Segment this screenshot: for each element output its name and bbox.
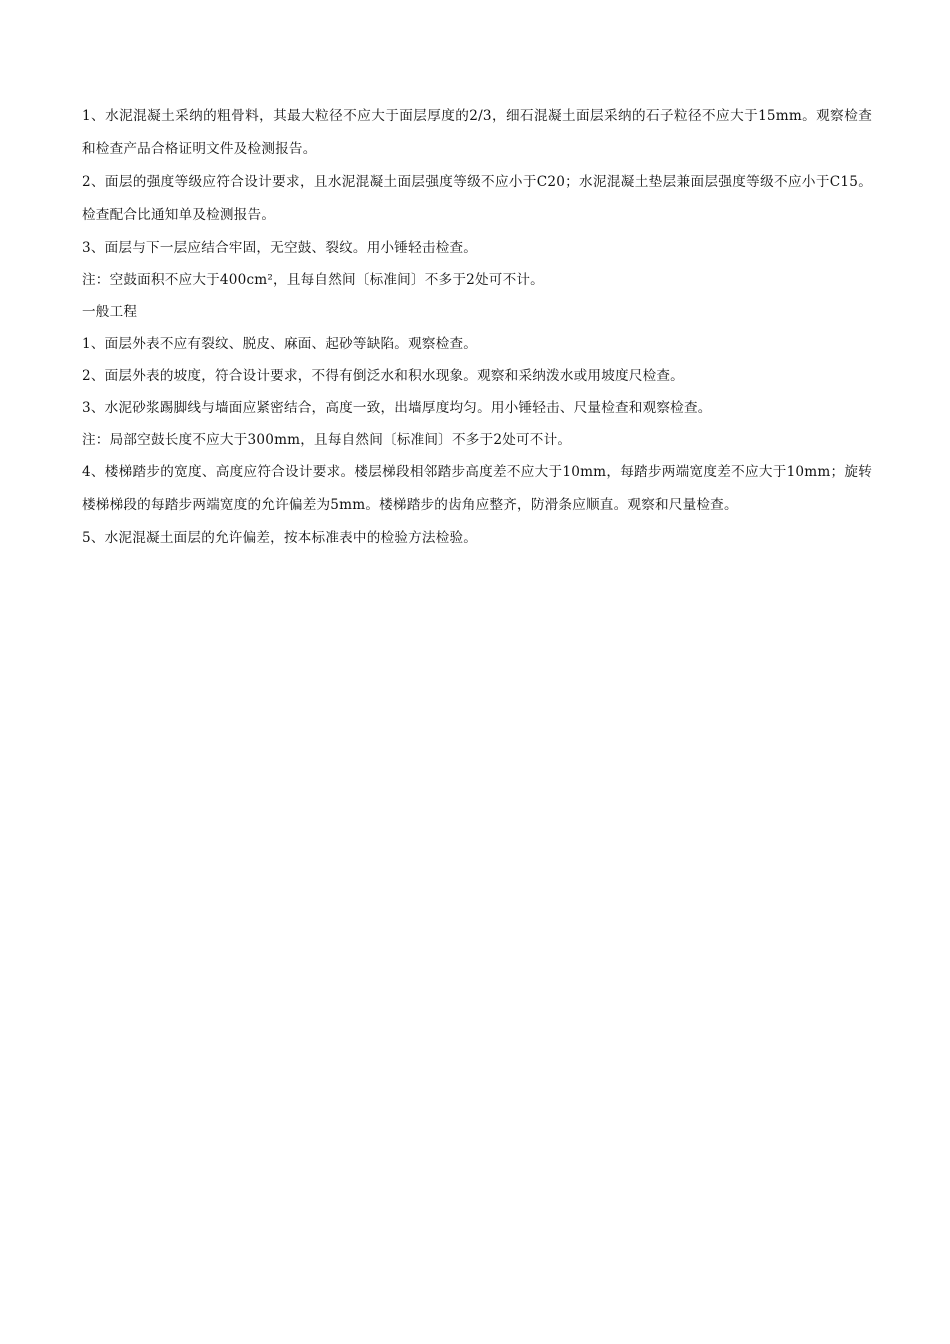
paragraph-tolerance: 5、水泥混凝土面层的允许偏差，按本标准表中的检验方法检验。 <box>82 530 478 546</box>
paragraph-surface-defects: 1、面层外表不应有裂纹、脱皮、麻面、起砂等缺陷。观察检查。 <box>82 336 478 352</box>
paragraph-bonding: 3、面层与下一层应结合牢固，无空鼓、裂纹。用小锤轻击检查。 <box>82 240 478 256</box>
section-heading-general: 一般工程 <box>82 304 138 320</box>
note-hollow-area: 注：空鼓面积不应大于400cm²，且每自然间〔标准间〕不多于2处可不计。 <box>82 272 544 288</box>
paragraph-strength-grade: 2、面层的强度等级应符合设计要求，且水泥混凝土面层强度等级不应小于C20；水泥混凝土垫层兼面层强度等级不应小于C15。检查配合比通知单及检测报告。 <box>82 174 872 223</box>
paragraph-skirting: 3、水泥砂浆踢脚线与墙面应紧密结合，高度一致，出墙厚度均匀。用小锤轻击、尺量检查和观察检查。 <box>82 400 712 416</box>
paragraph-coarse-aggregate: 1、水泥混凝土采纳的粗骨料，其最大粒径不应大于面层厚度的2/3，细石混凝土面层采纳的石子粒径不应大于15mm。观察检查和检查产品合格证明文件及检测报告。 <box>82 108 872 157</box>
note-hollow-length: 注：局部空鼓长度不应大于300mm，且每自然间〔标准间〕不多于2处可不计。 <box>82 432 572 448</box>
paragraph-surface-slope: 2、面层外表的坡度，符合设计要求，不得有倒泛水和积水现象。观察和采纳泼水或用坡度尺检查。 <box>82 368 684 384</box>
paragraph-stair-steps: 4、楼梯踏步的宽度、高度应符合设计要求。楼层梯段相邻踏步高度差不应大于10mm，每踏步两端宽度差不应大于10mm；旋转楼梯梯段的每踏步两端宽度的允许偏差为5mm。楼梯踏步的齿角应整齐，防滑条应顺直。观察和尺量检查。 <box>82 464 872 513</box>
document-body <box>82 100 872 554</box>
